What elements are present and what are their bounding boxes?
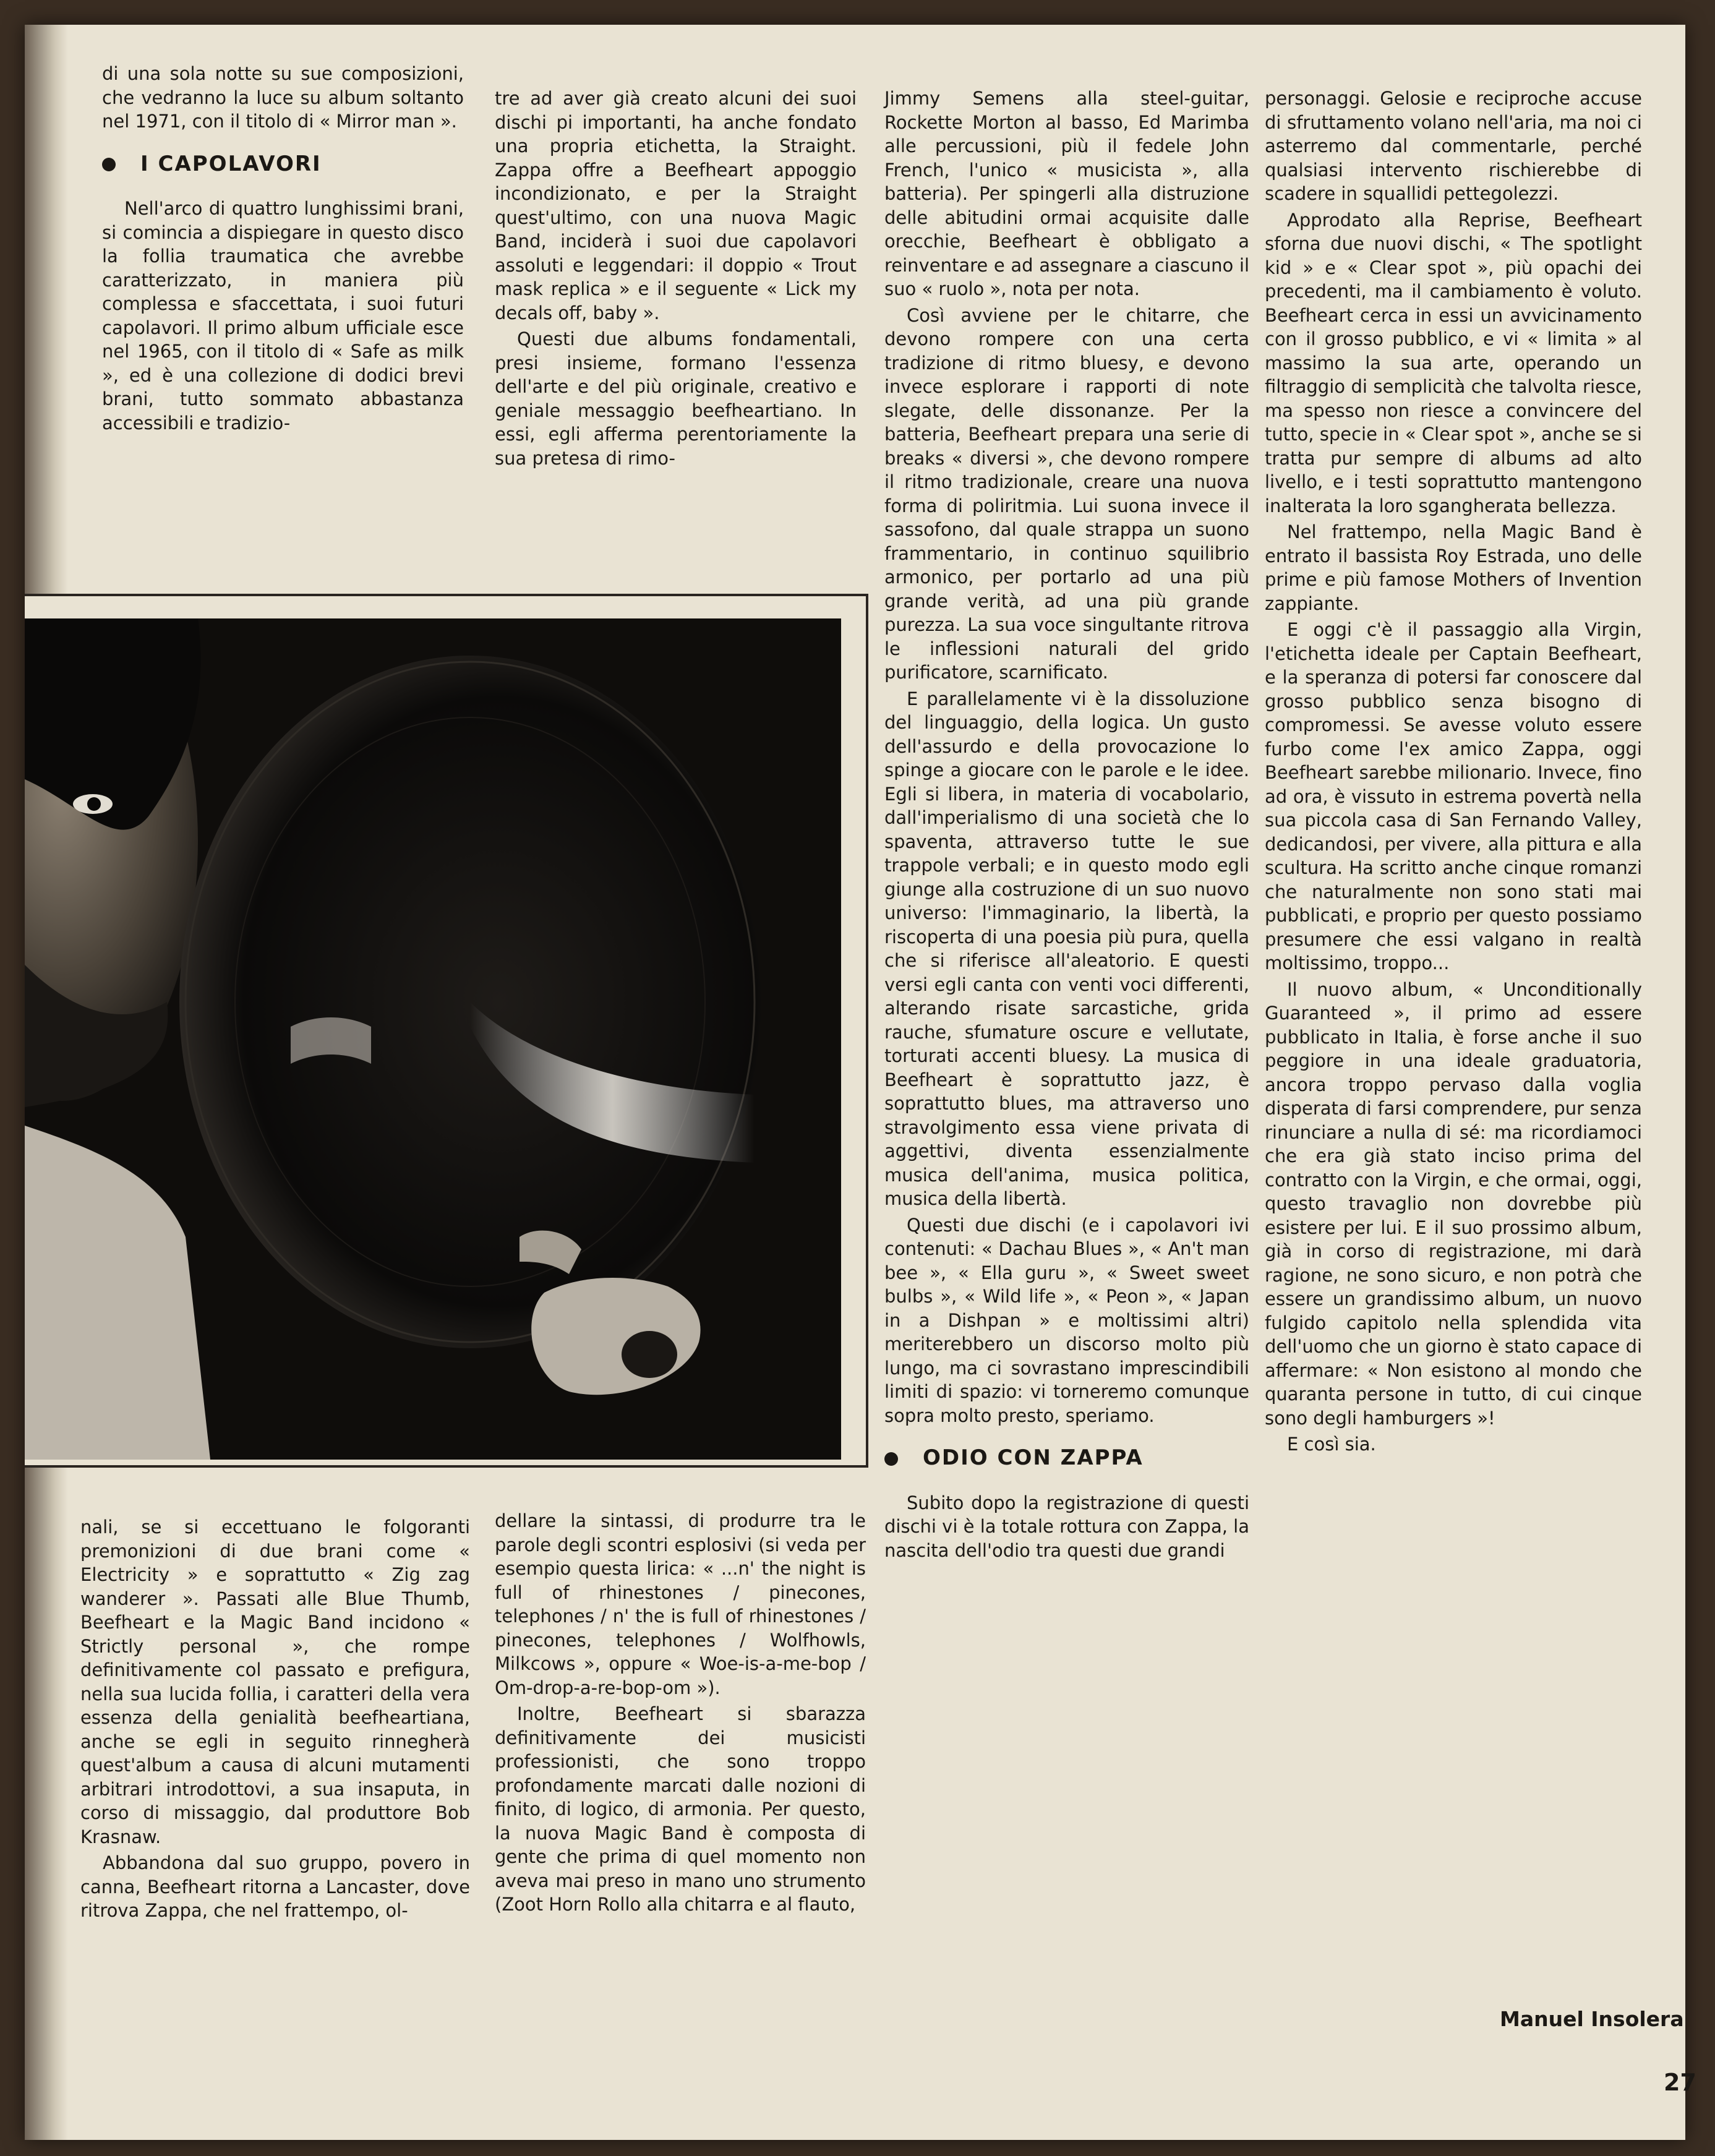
photo-illustration [25,618,841,1460]
heading-text: ODIO CON ZAPPA [923,1445,1144,1470]
section-heading-capolavori [102,152,464,176]
paragraph: E oggi c'è il passaggio alla Virgin, l'etichetta ideale per Captain Beefheart, e la speranza di potersi far conoscere dal grosso pubblico senza bisogno di compromessi. Se avesse voluto essere furbo come l'ex amico Zappa, oggi Beefheart sarebbe milionario. Invece, fino ad ora, è vissuto in estrema povertà nella sua piccola casa di San Fernando Valley, dedicandosi, per vivere, alla pittura e alla scultura. Ha scritto anche cinque romanzi che naturalmente non sono stati mai pubblicati, e proprio per questo possiamo presumere che essi valgano in realtà moltissimo, troppo... [1265,619,1642,973]
paragraph: Questi due dischi (e i capolavori ivi contenuti: « Dachau Blues », « An't man bee », « Ella guru », « Sweet sweet bulbs », « Wild life », « Peon », « Japan in a Dishpan » e moltissimi altri) meriterebbero un discorso molto più lungo, ma ci sovrastano imprescindibili limiti di spazio: vi torneremo comunque sopra molto presto, speriamo. [884,1214,1249,1426]
article-column-2-bottom [495,1509,866,1919]
paragraph: E parallelamente vi è la dissoluzione del linguaggio, della logica. Un gusto dell'assurdo e della provocazione lo spinge a giocare con le parole e le idee. Egli si libera, in materia di vocabolario, dall'imperialismo di una società che lo spaventa, attraverso tutte le sue trappole verbali; e in questo modo egli giunge alla costruzione di un suo nuovo universo: l'immaginario, la libertà, la riscoperta di una poesia più pura, quella che si riferisce all'aleatorio. E questi versi egli canta con venti voci differenti, alterando risate sarcastiche, grida rauche, sfumature oscure e vellutate, torturati accenti bluesy. La musica di Beefheart è soprattutto jazz, è soprattutto blues, ma attraverso uno stravolgimento essa viene privata di aggettivi, diventa essenzialmente musica dell'anima, musica politica, musica della libertà. [884,688,1249,1209]
paragraph: Nel frattempo, nella Magic Band è entrato il bassista Roy Estrada, uno delle prime e più famose Mothers of Invention zappiante. [1265,521,1642,614]
bullet-icon [884,1452,898,1466]
paragraph: personaggi. Gelosie e reciproche accuse di sfruttamento volano nell'aria, ma noi ci asterremo dal commentarle, perché qualsiasi intervento rischierebbe di scadere in squallidi pettegolezzi. [1265,88,1642,204]
article-column-3 [884,87,1249,1565]
heading-text: I CAPOLAVORI [140,151,322,176]
article-column-1-top [102,62,464,437]
article-column-2-top [495,87,857,473]
paragraph: Il nuovo album, « Unconditionally Guaranteed », il primo ad essere pubblicato in Italia, è forse anche il suo peggiore in una ideale graduatoria, ancora troppo pervaso dalla voglia disperata di farsi comprendere, pur senza rinunciare a nulla di sé: ma ricordiamoci che era già stato inciso prima del contratto con la Virgin, e che ormai, oggi, questo travaglio non dovrebbe più esistere per lui. E il suo prossimo album, già in corso di registrazione, mi darà ragione, ne sono sicuro, e non potrà che essere un grandissimo album, un nuovo fulgido capitolo nella splendida vita dell'uomo che un giorno è stato capace di affermare: « Non esistono al mondo che quaranta persone in tutto, di cui cinque sono degli hamburgers »! [1265,978,1642,1429]
paragraph: Questi due albums fondamentali, presi insieme, formano l'essenza dell'arte e del più originale, creativo e geniale messaggio beefheartiano. In essi, egli afferma perentoriamente la sua pretesa di rimo- [495,328,857,469]
paragraph: Così avviene per le chitarre, che devono rompere con una certa tradizione di ritmo bluesy, e devono invece esplorare i rapporti di note slegate, delle dissonanze. Per la batteria, Beefheart prepara una serie di breaks « diversi », che devono rompere il ritmo tradizionale, creare una nuova forma di poliritmia. Lui suona invece il sassofono, dal quale strappa un suono frammentario, in continuo squilibrio armonico, per portarlo ad una più grande verità, ad una più grande purezza. La sua voce singultante ritrova le inflessioni naturali del grido purificatore, scarnificato. [884,304,1249,683]
paragraph: E così sia. [1287,1434,1376,1455]
paragraph: tre ad aver già creato alcuni dei suoi dischi pi importanti, ha anche fondato una propria etichetta, la Straight. Zappa offre a Beefheart appoggio incondizionato, e per la Straight quest'ultimo, con una nuova Magic Band, inciderà i suoi due capolavori assoluti e leggendari: il doppio « Trout mask replica » e il seguente « Lick my decals off, baby ». [495,88,857,323]
paragraph: Approdato alla Reprise, Beefheart sforna due nuovi dischi, « The spotlight kid » e « Clear spot », più opachi dei precedenti, ma il cambiamento è voluto. Beefheart cerca in essi un avvicinamento con il grosso pubblico, e vi « limita » al massimo la sua arte, operando un filtraggio di semplicità che talvolta riesce, ma spesso non riesce a convincere del tutto, specie in « Clear spot », anche se si tratta pur sempre di albums ad alto livello, e i testi soprattutto mantengono inalterata la loro sgangherata bellezza. [1265,209,1642,516]
paragraph: Abbandona dal suo gruppo, povero in canna, Beefheart ritorna a Lancaster, dove ritrova Zappa, che nel frattempo, ol- [80,1852,470,1921]
article-column-1-bottom [80,1515,470,1925]
bullet-icon [102,158,116,171]
paragraph: Jimmy Semens alla steel-guitar, Rockette Morton al basso, Ed Marimba alle percussioni, più il fedele John French, l'unico « musicista », alla batteria). Per spingerli alla distruzione delle abitudini ormai acquisite dalle orecchie, Beefheart è obbligato a reinventare e ad assegnare a ciascuno il suo « ruolo », nota per nota. [884,88,1249,299]
article-column-4 [1265,87,1642,1459]
paragraph: nali, se si eccettuano le folgoranti premonizioni di due brani come « Electricity » e soprattutto « Zig zag wanderer ». Passati alle Blue Thumb, Beefheart e la Magic Band incidono « Strictly personal », che rompe definitivamente col passato e prefigura, nella sua lucida follia, i caratteri della vera essenza della genialità beefheartiana, anche se egli in seguito rinnegherà quest'album a causa di alcuni mutamenti arbitrari introdottovi, a sua insaputa, in corso di missaggio, dal produttore Bob Krasnaw. [80,1516,470,1847]
author-signature: Manuel Insolera [1500,2007,1684,2031]
paragraph: Nell'arco di quattro lunghissimi brani, si comincia a dispiegare in questo disco la follia traumatica che avrebbe caratterizzato, in maniera più complessa e sfaccettata, i suoi futuri capolavori. Il primo album ufficiale esce nel 1965, con il titolo di « Safe as milk », ed è una collezione di dodici brevi brani, tutto sommato abbastanza accessibili e tradizio- [102,198,464,434]
paragraph: di una sola notte su sue composizioni, che vedranno la luce su album soltanto nel 1971, con il titolo di « Mirror man ». [102,63,464,132]
paragraph: Subito dopo la registrazione di questi dischi vi è la totale rottura con Zappa, la nascita dell'odio tra questi due grandi [884,1492,1249,1561]
paragraph: dellare la sintassi, di produrre tra le parole degli scontri esplosivi (si veda per esempio questa lirica: « ...n' the night is full of rhinestones / pinecones, telephones / n' the is full of rhinestones / pinecones, telephones / Wolfhowls, Milkcows », oppure « Woe-is-a-me-bop / Om-drop-a-re-bop-om »). [495,1510,866,1698]
section-heading-odio-con-zappa [884,1446,1249,1470]
photo-captain-beefheart-with-record [25,618,841,1460]
page-number: 27 [1664,2069,1696,2096]
paragraph: Inoltre, Beefheart si sbarazza definitivamente dei musicisti professionisti, che sono troppo profondamente marcati dalle nozioni di finito, di logico, di armonia. Per questo, la nuova Magic Band è composta di gente che prima di quel momento non aveva mai preso in mano uno strumento (Zoot Horn Rollo alla chitarra e al flauto, [495,1703,866,1915]
